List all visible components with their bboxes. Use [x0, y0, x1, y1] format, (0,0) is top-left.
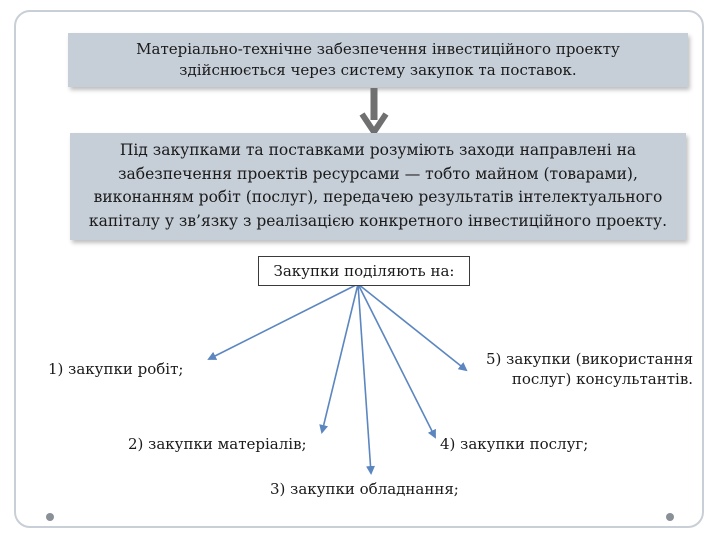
classification-label-box: Закупки поділяють на:: [258, 256, 470, 286]
definition-line: виконанням робіт (послуг), передачею результатів інтелектуального: [93, 188, 663, 206]
top-statement-line: здійснюється через систему закупок та поставок.: [179, 61, 577, 79]
item-works: 1) закупки робіт;: [48, 360, 184, 378]
arrow-to-item-5: [358, 284, 466, 370]
top-statement-line: Матеріально-технічне забезпечення інвестиційного проекту: [136, 40, 620, 58]
definition-line: капіталу у зв’язку з реалізацією конкретного інвестиційного проекту.: [88, 211, 668, 230]
item-materials: 2) закупки матеріалів;: [128, 435, 307, 453]
arrow-to-item-2: [322, 284, 358, 432]
item-equipment: 3) закупки обладнання;: [270, 480, 459, 498]
arrow-to-item-1: [209, 284, 358, 359]
down-arrow: [362, 88, 386, 132]
item-consultants: [486, 349, 693, 389]
arrow-to-item-4: [358, 284, 435, 437]
definition-line: забезпечення проектів ресурсами — тобто майном (товарами),: [118, 164, 638, 183]
item-consultants-line: послуг) консультантів.: [511, 370, 694, 388]
item-services: 4) закупки послуг;: [440, 435, 589, 453]
item-consultants-line: 5) закупки (використання: [486, 350, 694, 368]
arrow-to-item-3: [358, 284, 371, 473]
definition-line: Під закупками та поставками розуміють заходи направлені на: [119, 141, 637, 159]
definition-box: [70, 133, 686, 240]
